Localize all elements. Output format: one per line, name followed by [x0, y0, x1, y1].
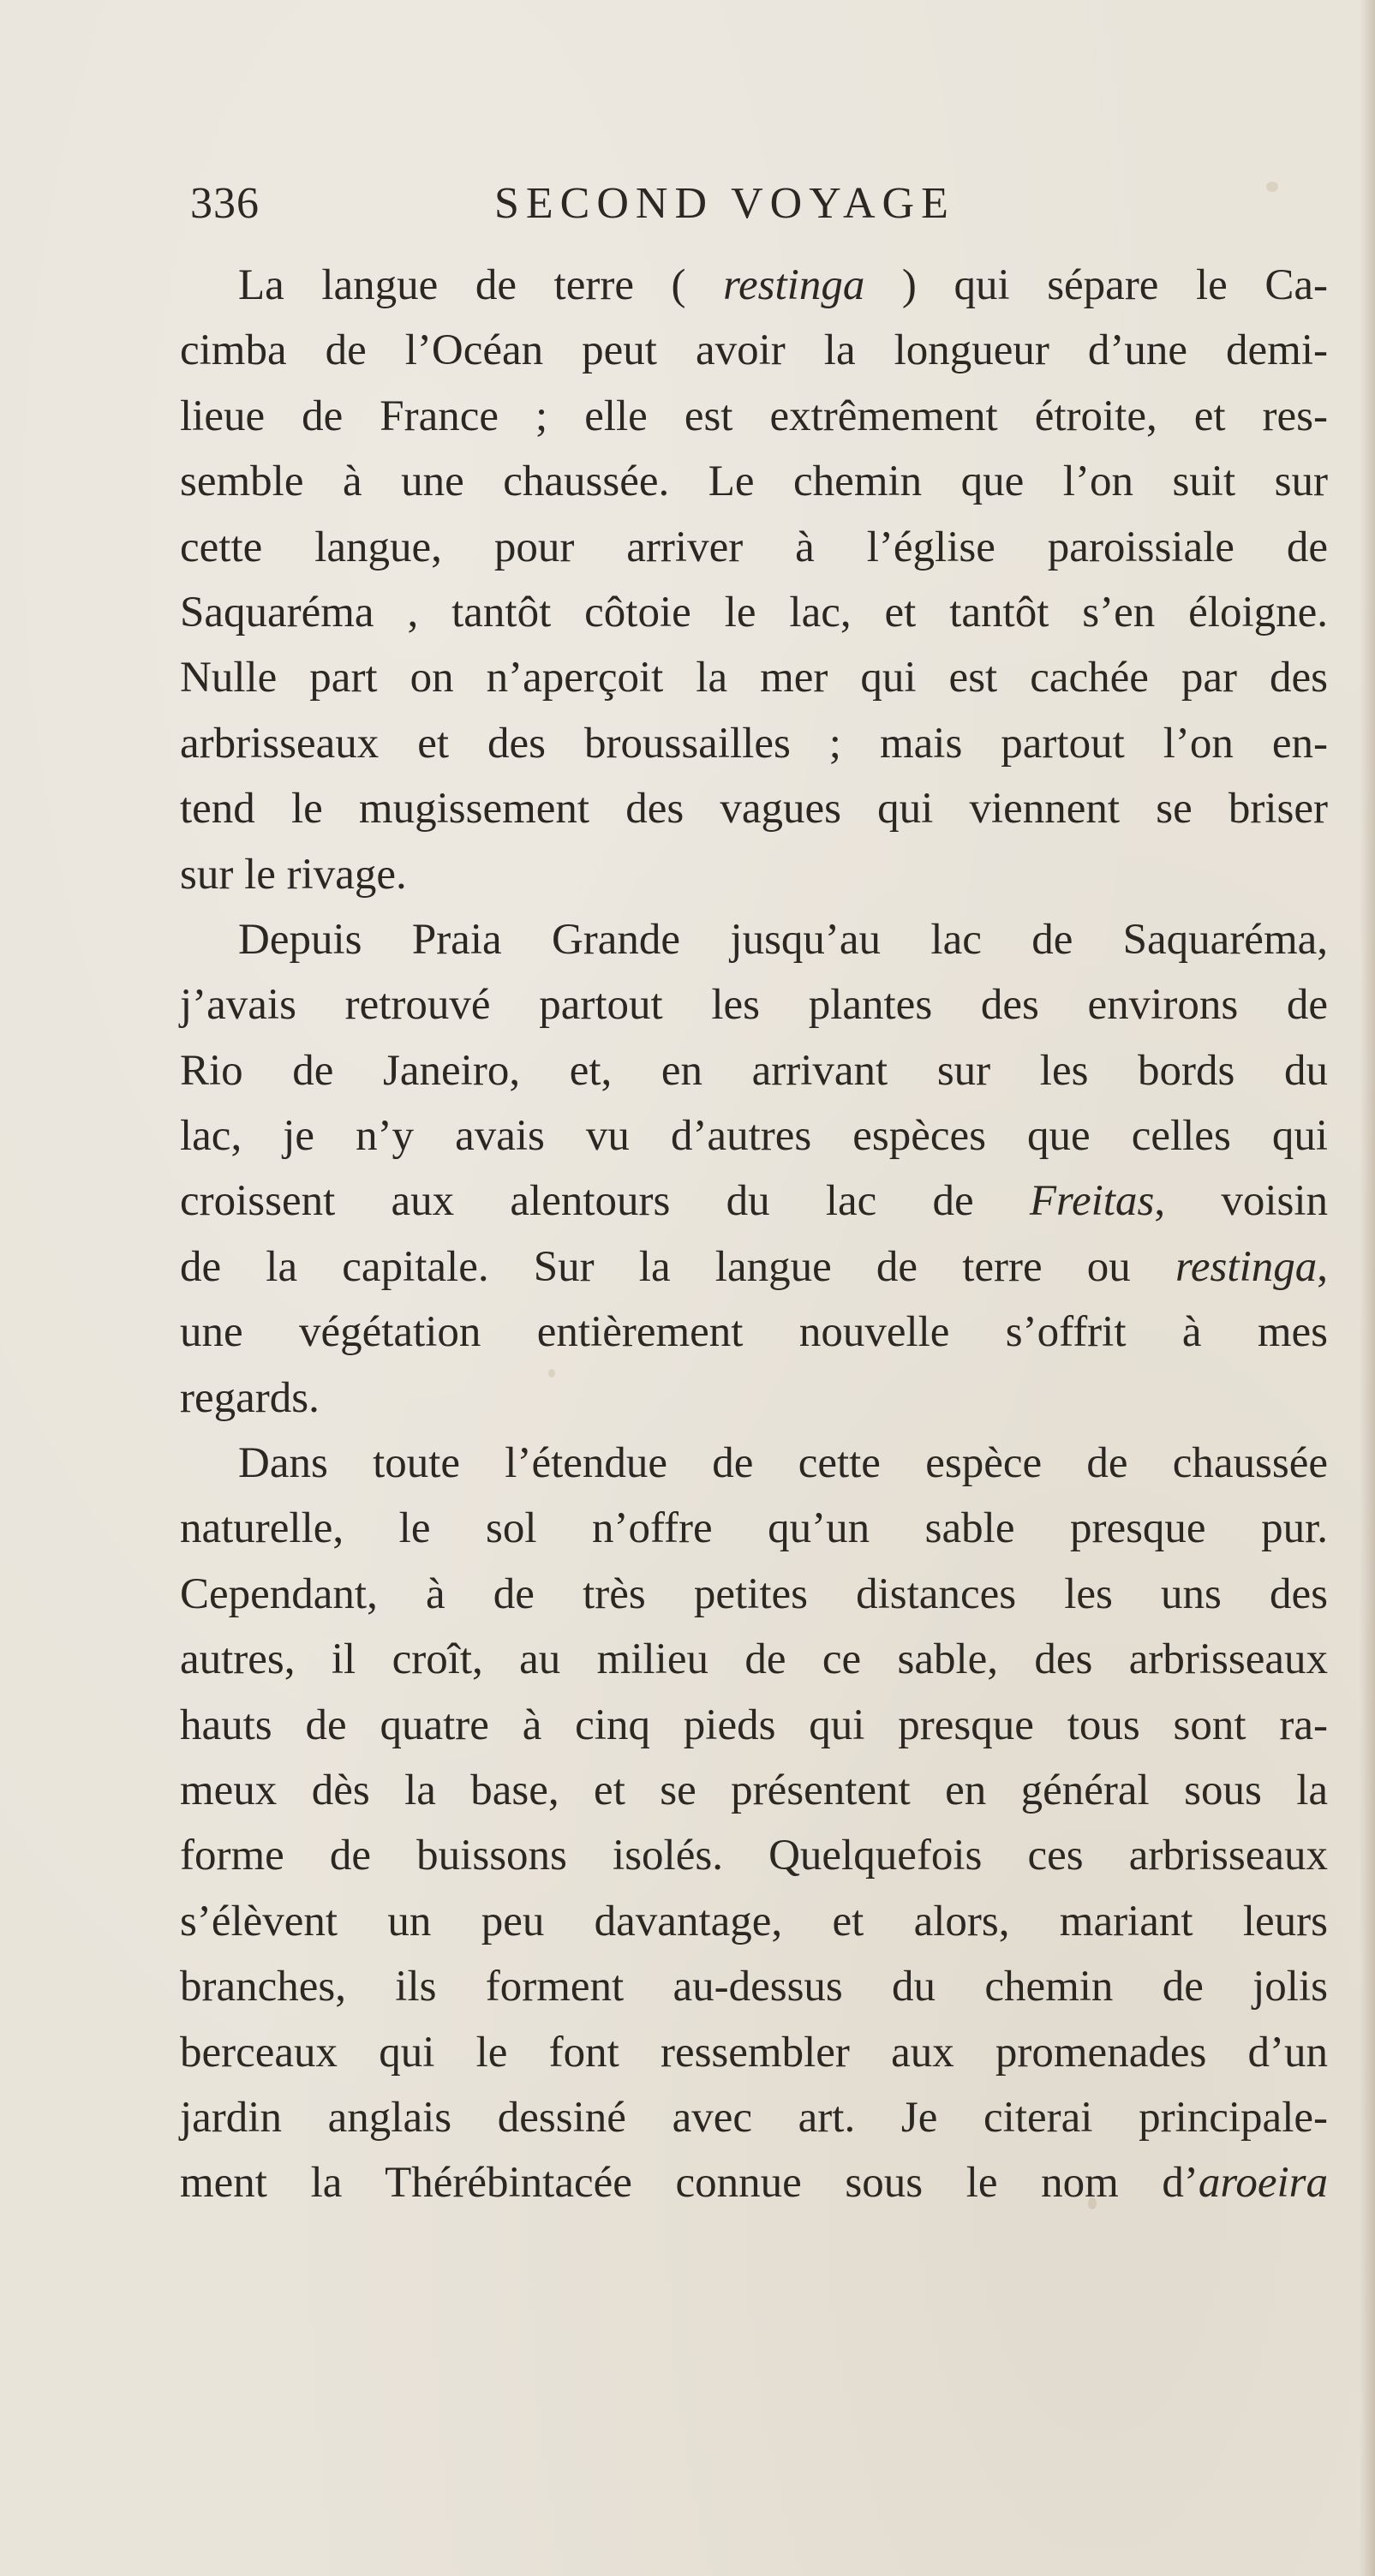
text-line: branches, ils forment au-dessus du chemin de jolis [180, 1963, 1328, 2011]
text-line: s’élèvent un peu davantage, et alors, mariant leurs [180, 1897, 1328, 1945]
text-line: arbrisseaux et des broussailles ; mais partout l’on en- [180, 719, 1328, 768]
text-line: cette langue, pour arriver à l’église paroissiale de [180, 523, 1328, 571]
text-line: tend le mugissement des vagues qui viennent se briser [180, 785, 1328, 834]
text-line: La langue de terre ( restinga ) qui sépare le Ca- [238, 261, 1328, 309]
text-line: Cependant, à de très petites distances les uns des [180, 1569, 1328, 1618]
text-line: une végétation entièrement nouvelle s’offrit à mes [180, 1308, 1328, 1357]
text-line: lac, je n’y avais vu d’autres espèces que celles qui [180, 1112, 1328, 1161]
text-line: Rio de Janeiro, et, en arrivant sur les bords du [180, 1046, 1328, 1095]
text-line: sur le rivage. [180, 850, 407, 899]
text-line: forme de buissons isolés. Quelquefois ces arbrisseaux [180, 1832, 1328, 1880]
text-line: croissent aux alentours du lac de Freitas, voisin [180, 1177, 1329, 1226]
text-line: berceaux qui le font ressembler aux promenades d’un [180, 2028, 1328, 2077]
text-line: hauts de quatre à cinq pieds qui presque tous sont ra- [180, 1700, 1328, 1749]
text-line: Nulle part on n’aperçoit la mer qui est cachée par des [180, 654, 1328, 702]
text-line: Saquaréma , tantôt côtoie le lac, et tantôt s’en éloigne. [180, 588, 1328, 637]
text-line: cimba de l’Océan peut avoir la longueur d’une demi- [180, 326, 1328, 375]
text-line: ment la Thérébintacée connue sous le nom d’aroeira [180, 2159, 1328, 2208]
text-line: Depuis Praia Grande jusqu’au lac de Saquaréma, [238, 915, 1328, 964]
text-line: regards. [180, 1373, 320, 1422]
text-line: Dans toute l’étendue de cette espèce de chaussée [238, 1439, 1328, 1488]
page-edge-shadow [1360, 0, 1375, 2576]
text-line: lieue de France ; elle est extrêmement étroite, et res- [180, 391, 1328, 440]
text-line: jardin anglais dessiné avec art. Je citerai principale- [180, 2093, 1328, 2142]
running-title: SECOND VOYAGE [494, 179, 955, 228]
text-line: autres, il croît, au milieu de ce sable, des arbrisseaux [180, 1635, 1328, 1684]
running-header [190, 170, 1347, 238]
text-line: meux dès la base, et se présentent en général sous la [180, 1766, 1328, 1814]
text-line: j’avais retrouvé partout les plantes des environs de [180, 981, 1328, 1030]
text-line: semble à une chaussée. Le chemin que l’on suit sur [180, 457, 1328, 506]
text-line: de la capitale. Sur la langue de terre ou restinga, [180, 1242, 1328, 1291]
body-text [180, 253, 1328, 2216]
text-line: naturelle, le sol n’offre qu’un sable presque pur. [180, 1504, 1328, 1553]
page-number: 336 [190, 179, 260, 228]
